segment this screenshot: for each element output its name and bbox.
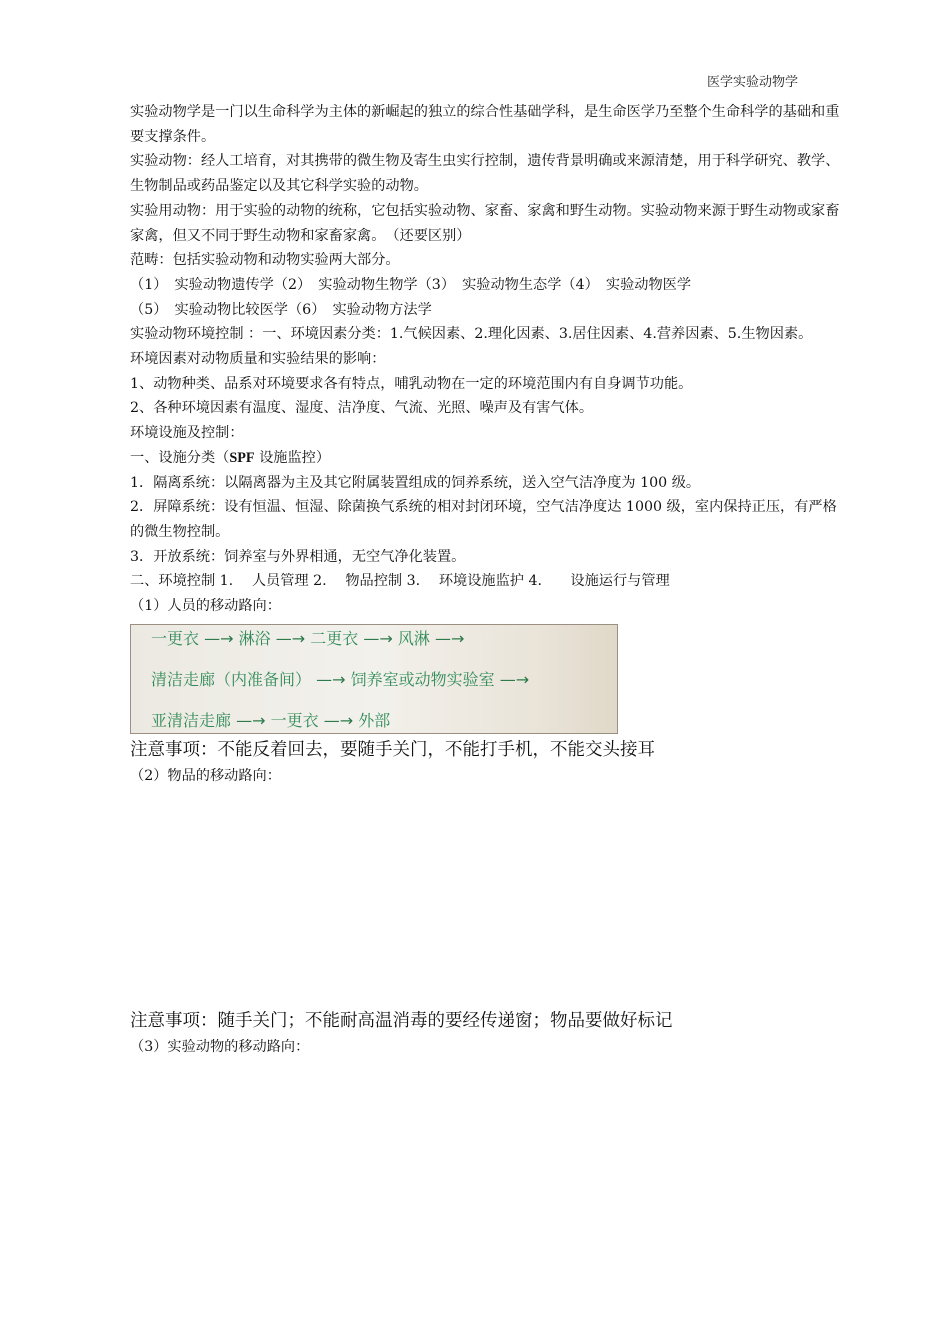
flow-arrow: —→ bbox=[323, 710, 354, 730]
facility-classification bbox=[130, 446, 840, 471]
flow-step-shower: 淋浴 bbox=[238, 628, 271, 648]
personnel-note: 注意事项：不能反着回去，要随手关门，不能打手机，不能交头接耳 bbox=[130, 739, 655, 760]
flow-step-clean-corridor: 清洁走廊（内准备间） bbox=[151, 669, 312, 689]
page-header-title: 医学实验动物学 bbox=[707, 75, 799, 90]
scope-paragraph: 范畴：包括实验动物和动物实验两大部分。 bbox=[130, 252, 400, 269]
spf-label: SPF bbox=[229, 449, 255, 466]
flow-row-3 bbox=[151, 709, 390, 734]
facility-class-suffix: 设施监控） bbox=[254, 449, 331, 466]
environment-effect-item-2: 2、各种环境因素有温度、湿度、洁净度、气流、光照、噪声及有害气体。 bbox=[130, 400, 594, 417]
environment-effect-item-1: 1、动物种类、品系对环境要求各有特点，哺乳动物在一定的环境范围内有自身调节功能。 bbox=[130, 375, 693, 392]
experimental-animal-definition: 实验用动物：用于实验的动物的统称，它包括实验动物、家畜、家禽和野生动物。实验动物来源于野生动物或家畜家禽，但又不同于野生动物和家畜家禽。 （还要区别） bbox=[130, 202, 840, 244]
barrier-system: 2．屏障系统：设有恒温、恒湿、除菌换气系统的相对封闭环境，空气洁净度达 1000 级，室内保持正压，有严格的微生物控制。 bbox=[130, 499, 837, 540]
item-route-heading: （2）物品的移动路向： bbox=[130, 767, 281, 784]
flow-arrow: —→ bbox=[275, 628, 306, 648]
flow-step-first-changing: 一更衣 bbox=[151, 628, 200, 648]
flow-row-1 bbox=[151, 627, 464, 652]
flow-arrow: —→ bbox=[236, 710, 266, 730]
flow-step-animal-room: 饲养室或动物实验室 bbox=[350, 669, 495, 689]
flow-step-outside: 外部 bbox=[358, 710, 391, 730]
item-note: 注意事项：随手关门；不能耐高温消毒的要经传递窗；物品要做好标记 bbox=[130, 1011, 673, 1032]
lab-animal-definition: 实验动物：经人工培育，对其携带的微生物及寄生虫实行控制，遗传背景明确或来源清楚，用于科学研究、教学、生物制品或药品鉴定以及其它科学实验的动物。 bbox=[130, 153, 840, 195]
flow-step-first-changing-exit: 一更衣 bbox=[270, 710, 319, 730]
personnel-flow-diagram bbox=[130, 624, 618, 734]
environment-effect-title: 环境因素对动物质量和实验结果的影响： bbox=[130, 351, 386, 368]
blank-space bbox=[130, 788, 840, 1008]
flow-arrow: —→ bbox=[434, 628, 465, 648]
environment-control-paragraph: 实验动物环境控制 ：一、环境因素分类：1.气候因素、2.理化因素、3.居住因素、4.营养因素、5.生物因素。 bbox=[130, 326, 813, 343]
document-body bbox=[130, 100, 840, 1060]
flow-step-subclean-corridor: 亚清洁走廊 bbox=[151, 710, 232, 730]
open-system: 3．开放系统：饲养室与外界相通，无空气净化装置。 bbox=[130, 548, 466, 565]
flow-arrow: —→ bbox=[363, 628, 393, 648]
facility-class-prefix: 一、设施分类（ bbox=[130, 449, 230, 466]
flow-arrow: —→ bbox=[316, 669, 346, 689]
intro-paragraph: 实验动物学是一门以生命科学为主体的新崛起的独立的综合性基础学科，是生命医学乃至整个生命科学的基础和重要支撑条件。 bbox=[130, 104, 840, 145]
animal-route-heading: （3）实验动物的移动路向： bbox=[130, 1039, 310, 1056]
environment-control-items: 二、环境控制 1. 人员管理 2. 物品控制 3. 环境设施监护 4. 设施运行与管理 bbox=[130, 573, 670, 590]
categories-line-1: （1） 实验动物遗传学（2） 实验动物生物学（3） 实验动物生态学（4） 实验动物医学 bbox=[130, 276, 692, 293]
personnel-route-heading: （1）人员的移动路向： bbox=[130, 598, 281, 615]
facility-title: 环境设施及控制： bbox=[130, 425, 244, 442]
flow-step-air-shower: 风淋 bbox=[397, 628, 430, 648]
flow-arrow: —→ bbox=[499, 669, 530, 689]
isolation-system: 1．隔离系统：以隔离器为主及其它附属装置组成的饲养系统，送入空气洁净度为 100 级。 bbox=[130, 474, 701, 491]
flow-step-second-changing: 二更衣 bbox=[310, 628, 359, 648]
categories-line-2: （5） 实验动物比较医学（6） 实验动物方法学 bbox=[130, 301, 432, 318]
flow-arrow: —→ bbox=[204, 628, 234, 648]
flow-row-2 bbox=[151, 668, 529, 693]
